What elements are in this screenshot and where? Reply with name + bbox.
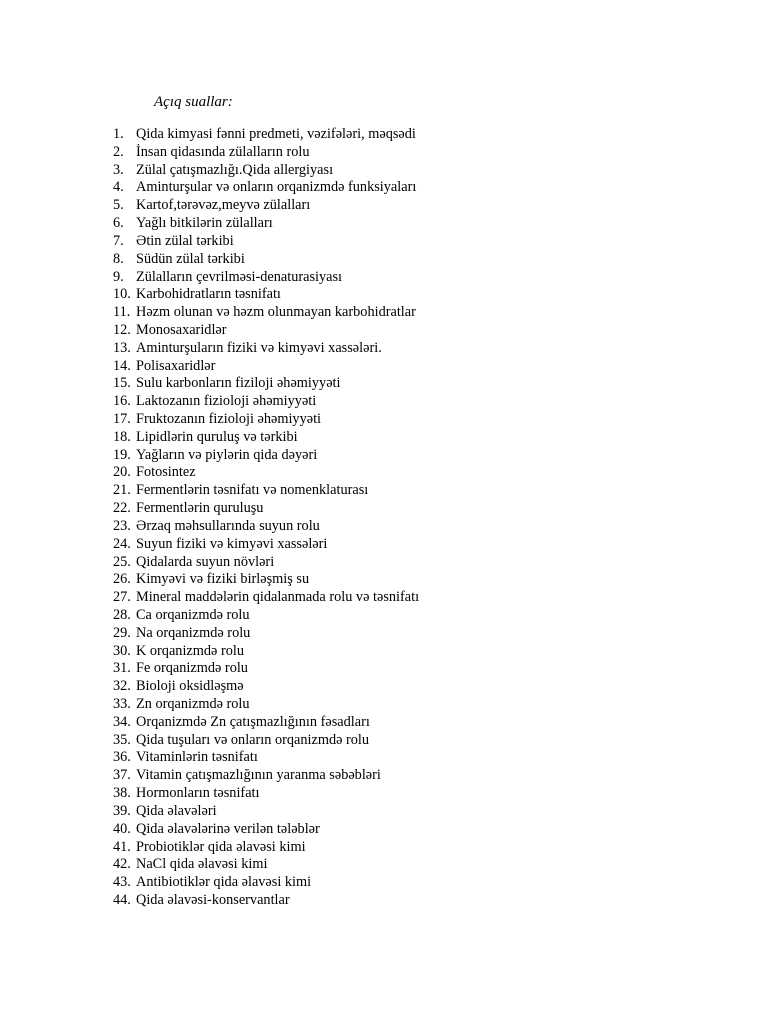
list-item-text: Zülalların çevrilməsi-denaturasiyası <box>136 268 343 285</box>
list-item-text: İnsan qidasında zülalların rolu <box>136 143 310 160</box>
list-item-number: 30. <box>113 642 131 659</box>
list-item-number: 1. <box>113 126 124 142</box>
list-item-number: 22. <box>113 500 131 517</box>
list-item-number: 10. <box>113 286 131 303</box>
list-item-text: Bioloji oksidləşmə <box>136 678 244 695</box>
page-heading: Açıq suallar: <box>154 94 233 110</box>
list-item-number: 17. <box>113 411 131 427</box>
list-item-text: Karbohidratların təsnifatı <box>136 286 281 303</box>
list-item-text: Na orqanizmdə rolu <box>136 624 251 641</box>
list-item-text: Qidalarda suyun növləri <box>136 553 275 570</box>
list-item-number: 42. <box>113 856 131 873</box>
list-item-text: Fe orqanizmdə rolu <box>136 660 248 677</box>
list-item-number: 6. <box>113 215 124 232</box>
list-item-text: Ərzaq məhsullarında suyun rolu <box>136 517 320 534</box>
list-item-text: Polisaxaridlər <box>136 357 216 374</box>
list-item-number: 31. <box>113 660 131 677</box>
list-item-number: 23. <box>113 517 131 534</box>
list-item-text: Qida əlavələrinə verilən tələblər <box>136 820 320 837</box>
list-item-number: 32. <box>113 678 131 695</box>
list-item-text: Qida kimyasi fənni predmeti, vəzifələri, məqsədi <box>136 126 416 142</box>
list-item-text: Ca orqanizmdə rolu <box>136 606 250 623</box>
list-item-number: 39. <box>113 802 131 819</box>
list-item-text: Sulu karbonların fiziloji əhəmiyyəti <box>136 375 341 392</box>
list-item-text: Vitamin çatışmazlığının yaranma səbəbləri <box>136 767 381 784</box>
list-item-text: Mineral maddələrin qidalanmada rolu və təsnifatı <box>136 589 420 606</box>
list-item-number: 41. <box>113 838 131 855</box>
list-item-number: 15. <box>113 375 131 392</box>
list-item-text: Suyun fiziki və kimyəvi xassələri <box>136 535 328 552</box>
list-item-number: 24. <box>113 535 131 552</box>
list-item-text: Kimyəvi və fiziki birləşmiş su <box>136 571 310 588</box>
list-item-number: 18. <box>113 428 131 445</box>
list-item-number: 33. <box>113 696 131 712</box>
list-item-text: Həzm olunan və həzm olunmayan karbohidratlar <box>136 304 416 321</box>
list-item-number: 19. <box>113 446 131 463</box>
list-item-text: Aminturşuların fiziki və kimyəvi xassələri. <box>136 339 382 356</box>
list-item-text: Laktozanın fizioloji əhəmiyyəti <box>136 393 317 410</box>
list-item-text: Fruktozanın fizioloji əhəmiyyəti <box>136 411 322 427</box>
list-item-text: Fermentlərin quruluşu <box>136 500 264 517</box>
list-item-text: Qida əlavəsi-konservantlar <box>136 891 290 908</box>
list-item-number: 28. <box>113 606 131 623</box>
list-item-text: Monosaxaridlər <box>136 321 227 338</box>
list-item-number: 37. <box>113 767 131 784</box>
list-item-number: 8. <box>113 250 124 267</box>
list-item-number: 40. <box>113 820 131 837</box>
list-item-number: 43. <box>113 874 131 891</box>
list-item-text: Südün zülal tərkibi <box>136 250 245 267</box>
list-item-number: 34. <box>113 713 131 730</box>
list-item-text: Orqanizmdə Zn çatışmazlığının fəsadları <box>136 713 370 730</box>
list-item-number: 13. <box>113 339 131 356</box>
list-item-number: 16. <box>113 393 131 410</box>
list-item-number: 2. <box>113 143 124 160</box>
list-item-number: 3. <box>113 161 124 178</box>
list-item-text: Fermentlərin təsnifatı və nomenklaturası <box>136 482 369 499</box>
list-item-text: Zülal çatışmazlığı.Qida allergiyası <box>136 161 334 178</box>
list-item-number: 12. <box>113 321 131 338</box>
list-item-number: 44. <box>113 891 131 908</box>
list-item-text: Aminturşular və onların orqanizmdə funksiyaları <box>136 179 417 196</box>
list-item-number: 25. <box>113 553 131 570</box>
list-item-number: 27. <box>113 589 131 606</box>
list-item-number: 5. <box>113 197 124 214</box>
list-item-text: Qida tuşuları və onların orqanizmdə rolu <box>136 731 370 748</box>
list-item-number: 21. <box>113 482 131 499</box>
list-item-text: NaCl qida əlavəsi kimi <box>136 856 268 873</box>
list-item-text: Lipidlərin quruluş və tərkibi <box>136 428 298 445</box>
list-item-number: 20. <box>113 464 131 481</box>
list-item-text: Qida əlavələri <box>136 802 217 819</box>
list-item-number: 26. <box>113 571 131 588</box>
list-item-number: 36. <box>113 749 131 766</box>
list-item-number: 11. <box>113 304 131 321</box>
list-item-text: Antibiotiklər qida əlavəsi kimi <box>136 874 312 891</box>
list-item-text: Probiotiklər qida əlavəsi kimi <box>136 838 306 855</box>
list-item-text: Vitaminlərin təsnifatı <box>136 749 258 766</box>
list-item-text: K orqanizmdə rolu <box>136 642 244 659</box>
list-item-number: 14. <box>113 357 131 374</box>
list-item-number: 38. <box>113 785 131 802</box>
list-item-text: Yağlı bitkilərin zülalları <box>136 215 273 232</box>
list-item-number: 29. <box>113 624 131 641</box>
list-item-text: Yağların və piylərin qida dəyəri <box>136 446 318 463</box>
list-item-number: 9. <box>113 268 124 285</box>
list-item-text: Ətin zülal tərkibi <box>136 232 234 249</box>
list-item-text: Hormonların təsnifatı <box>136 785 260 802</box>
list-item-number: 7. <box>113 232 124 249</box>
list-item-number: 4. <box>113 179 124 196</box>
list-item-text: Kartof,tərəvəz,meyvə zülalları <box>136 197 311 214</box>
list-item-text: Zn orqanizmdə rolu <box>136 696 250 712</box>
list-item-text: Fotosintez <box>136 464 196 481</box>
list-item-number: 35. <box>113 731 131 748</box>
